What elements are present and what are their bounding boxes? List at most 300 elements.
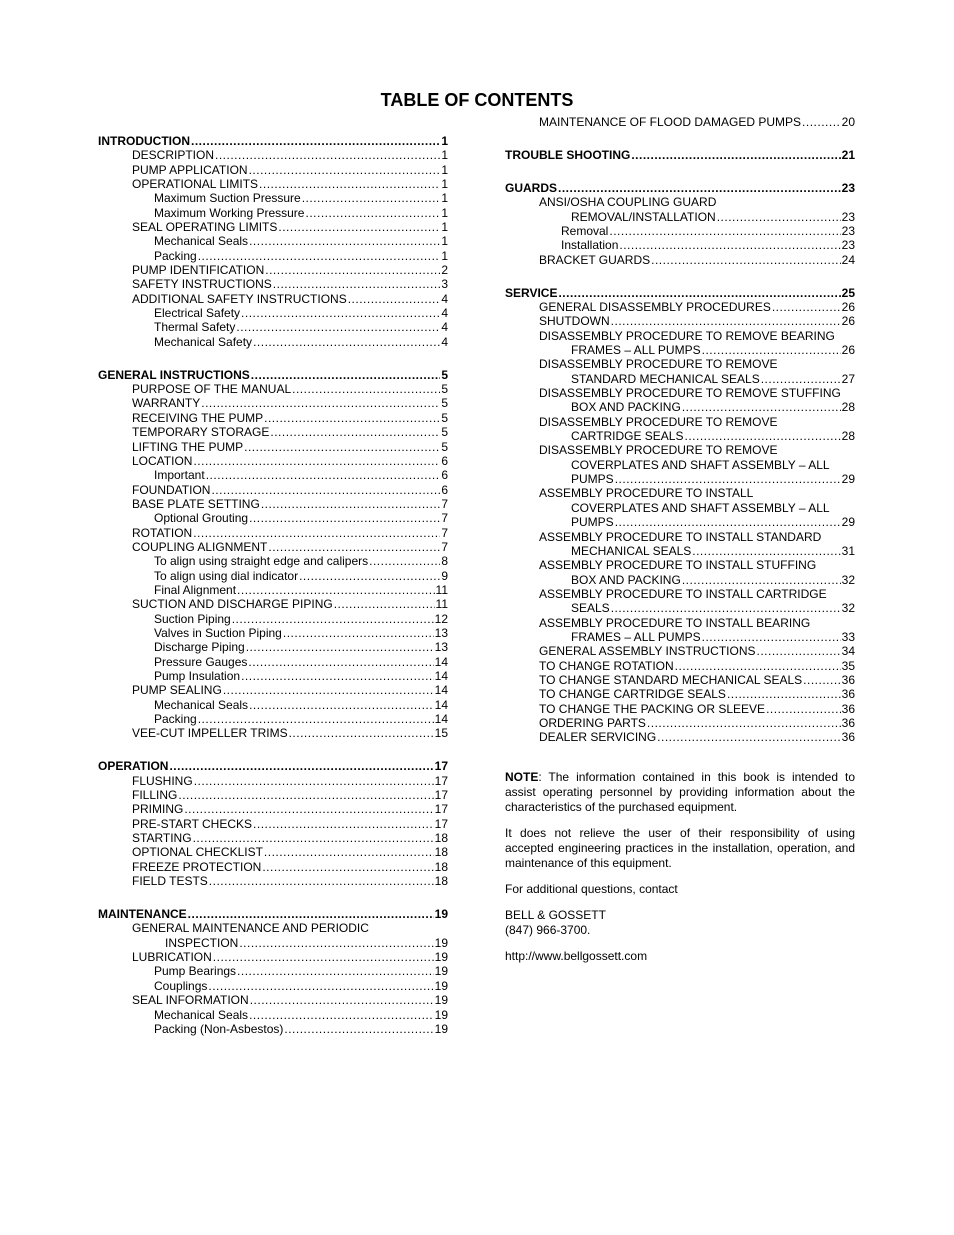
toc-entry-title: PUMP SEALING [132, 683, 222, 698]
toc-entry[interactable] [98, 612, 448, 626]
toc-entry-title: Mechanical Seals [154, 1007, 249, 1022]
toc-entry[interactable] [505, 429, 855, 443]
toc-page-number: 5 [441, 425, 448, 440]
toc-entry-title: Mechanical Seals [154, 697, 249, 712]
toc-entry-title: REMOVAL/INSTALLATION [571, 209, 716, 224]
toc-entry[interactable] [505, 458, 855, 472]
toc-entry[interactable] [505, 415, 855, 429]
toc-dot-leader [239, 936, 433, 950]
toc-dot-leader [249, 698, 434, 712]
toc-page-number: 19 [434, 993, 448, 1008]
toc-dot-leader [264, 411, 440, 425]
toc-entry-title: LUBRICATION [132, 950, 212, 965]
toc-dot-leader [631, 148, 840, 162]
toc-page-number: 26 [841, 300, 855, 315]
toc-page-number: 5 [441, 410, 448, 425]
toc-entry[interactable] [98, 655, 448, 669]
toc-entry-title: Final Alignment [154, 582, 237, 597]
toc-dot-leader [259, 177, 440, 191]
toc-entry[interactable] [98, 277, 448, 291]
toc-entry[interactable] [98, 921, 448, 935]
toc-entry[interactable] [505, 687, 855, 701]
toc-entry-title: To align using straight edge and calipers [154, 554, 369, 569]
toc-dot-leader [609, 224, 840, 238]
toc-entry[interactable] [505, 630, 855, 644]
toc-entry[interactable] [505, 530, 855, 544]
toc-entry-title: PUMP APPLICATION [132, 162, 248, 177]
toc-entry[interactable] [98, 597, 448, 611]
toc-entry-title: ASSEMBLY PROCEDURE TO INSTALL BEARING [539, 615, 811, 630]
toc-entry-title: OPERATION [98, 759, 169, 774]
toc-entry[interactable] [505, 558, 855, 572]
toc-entry-title: MAINTENANCE OF FLOOD DAMAGED PUMPS [539, 115, 802, 129]
toc-entry[interactable] [505, 253, 855, 267]
toc-page-number: 4 [441, 320, 448, 335]
toc-page-number: 23 [841, 224, 855, 238]
toc-entry[interactable] [98, 1022, 448, 1036]
toc-entry-title: Mechanical Seals [154, 234, 249, 249]
toc-entry-title: OPTIONAL CHECKLIST [132, 845, 263, 860]
toc-entry-title: FILLING [132, 788, 178, 803]
toc-entry-title: FRAMES – ALL PUMPS [571, 629, 701, 644]
toc-page-number: 14 [434, 712, 448, 727]
toc-entry-title: SHUTDOWN [539, 314, 610, 329]
toc-entry[interactable] [505, 673, 855, 687]
toc-page-number: 27 [841, 371, 855, 386]
toc-entry-title: COVERPLATES AND SHAFT ASSEMBLY – ALL [571, 457, 830, 472]
toc-page-number: 11 [435, 597, 448, 612]
toc-dot-leader [270, 425, 440, 439]
toc-page-number: 9 [441, 568, 448, 583]
toc-dot-leader [198, 712, 434, 726]
toc-dot-leader [223, 683, 434, 697]
toc-entry-title: Electrical Safety [154, 306, 241, 321]
toc-entry-title: PUMP IDENTIFICATION [132, 263, 265, 278]
toc-page-number: 19 [434, 964, 448, 979]
toc-page-number: 6 [441, 468, 448, 483]
toc-entry-title: Packing (Non-Asbestos) [154, 1021, 284, 1036]
section-gap [505, 162, 855, 181]
toc-dot-leader [241, 669, 434, 683]
toc-entry[interactable] [505, 329, 855, 343]
toc-dot-leader [193, 454, 440, 468]
toc-dot-leader [772, 300, 841, 314]
toc-dot-leader [253, 335, 440, 349]
toc-entry[interactable] [98, 1008, 448, 1022]
toc-entry-title: SAFETY INSTRUCTIONS [132, 277, 272, 292]
toc-dot-leader [727, 687, 841, 701]
toc-entry-title: TROUBLE SHOOTING [505, 147, 631, 162]
toc-entry[interactable] [505, 115, 855, 129]
contact-intro: For additional questions, contact [505, 882, 678, 896]
toc-entry[interactable] [505, 195, 855, 209]
toc-dot-leader [244, 440, 440, 454]
toc-dot-leader [302, 191, 441, 205]
toc-entry[interactable] [505, 343, 855, 357]
toc-page-number: 7 [441, 511, 448, 526]
toc-right-column [505, 115, 855, 745]
toc-dot-leader [249, 511, 440, 525]
toc-entry[interactable] [98, 411, 448, 425]
toc-entry[interactable] [98, 683, 448, 697]
toc-section-entry[interactable] [98, 759, 448, 773]
toc-entry-title: ADDITIONAL SAFETY INSTRUCTIONS [132, 291, 347, 306]
toc-entry-title: FIELD TESTS [132, 874, 208, 889]
toc-page-number: 4 [441, 306, 448, 321]
toc-entry-title: TEMPORARY STORAGE [132, 425, 270, 440]
toc-dot-leader [201, 396, 440, 410]
toc-entry[interactable] [98, 263, 448, 277]
toc-entry[interactable] [98, 583, 448, 597]
toc-entry[interactable] [98, 626, 448, 640]
toc-entry[interactable] [98, 640, 448, 654]
note-label: NOTE [505, 770, 539, 784]
toc-page-number: 17 [434, 816, 448, 831]
toc-entry[interactable] [98, 845, 448, 859]
toc-dot-leader [761, 372, 841, 386]
toc-dot-leader [369, 554, 440, 568]
toc-entry[interactable] [98, 425, 448, 439]
toc-entry[interactable] [505, 573, 855, 587]
toc-entry-title: Packing [154, 248, 197, 263]
toc-page-number: 7 [441, 525, 448, 540]
toc-page-number: 3 [441, 277, 448, 292]
toc-entry-title: SERVICE [505, 285, 558, 300]
toc-entry-title: GENERAL INSTRUCTIONS [98, 367, 250, 382]
toc-entry[interactable] [98, 191, 448, 205]
toc-entry[interactable] [505, 300, 855, 314]
toc-page-number: 13 [434, 640, 448, 655]
toc-entry[interactable] [505, 716, 855, 730]
toc-dot-leader [283, 626, 434, 640]
toc-entry[interactable] [98, 335, 448, 349]
toc-entry-title: SEALS [571, 601, 610, 616]
toc-entry-title: ASSEMBLY PROCEDURE TO INSTALL CARTRIDGE [539, 586, 827, 601]
toc-dot-leader [198, 249, 441, 263]
toc-entry[interactable] [98, 292, 448, 306]
toc-entry-title: BOX AND PACKING [571, 400, 681, 415]
toc-entry-title: ORDERING PARTS [539, 715, 646, 730]
toc-dot-leader [702, 343, 841, 357]
toc-page-number: 31 [841, 543, 855, 558]
toc-entry[interactable] [505, 472, 855, 486]
toc-dot-leader [248, 655, 433, 669]
toc-page-number: 15 [434, 726, 448, 741]
toc-entry-title: DEALER SERVICING [539, 730, 657, 745]
toc-entry[interactable] [98, 234, 448, 248]
toc-entry[interactable] [98, 950, 448, 964]
toc-dot-leader [299, 569, 440, 583]
toc-entry[interactable] [505, 515, 855, 529]
toc-entry-title: BRACKET GUARDS [539, 252, 651, 267]
toc-entry[interactable] [505, 386, 855, 400]
toc-page-number: 29 [841, 515, 855, 530]
toc-entry-title: LIFTING THE PUMP [132, 439, 244, 454]
toc-entry-title: TO CHANGE CARTRIDGE SEALS [539, 687, 726, 702]
toc-entry-title: PURPOSE OF THE MANUAL [132, 382, 292, 397]
toc-entry-title: FOUNDATION [132, 482, 211, 497]
responsibility-paragraph: It does not relieve the user of their responsibility of using accepted engineering practices in the installation, operation, and maintenance of this equipment. [505, 826, 855, 870]
toc-entry[interactable] [505, 659, 855, 673]
toc-dot-leader [647, 716, 841, 730]
toc-page-number: 14 [434, 669, 448, 684]
toc-dot-leader [692, 544, 840, 558]
toc-section-entry[interactable] [505, 148, 855, 162]
toc-page-number: 20 [841, 115, 855, 129]
toc-entry-title: PRIMING [132, 802, 184, 817]
toc-entry-title: ANSI/OSHA COUPLING GUARD [539, 195, 717, 210]
toc-entry[interactable] [98, 788, 448, 802]
toc-page-number: 1 [441, 177, 448, 192]
note-paragraph [505, 770, 855, 815]
toc-entry[interactable] [505, 601, 855, 615]
toc-dot-leader [268, 540, 440, 554]
toc-entry[interactable] [98, 163, 448, 177]
toc-entry[interactable] [505, 357, 855, 371]
toc-entry-title: PUMPS [571, 472, 614, 487]
toc-entry[interactable] [505, 372, 855, 386]
toc-dot-leader [208, 979, 433, 993]
toc-page-number: 18 [434, 845, 448, 860]
toc-dot-leader [682, 573, 841, 587]
toc-entry-title: MAINTENANCE [98, 907, 187, 922]
toc-page-number: 18 [434, 874, 448, 889]
toc-page-number: 19 [434, 1007, 448, 1022]
toc-dot-leader [251, 368, 441, 382]
toc-entry-title: RECEIVING THE PUMP [132, 410, 264, 425]
toc-entry[interactable] [98, 148, 448, 162]
toc-page-number: 14 [434, 683, 448, 698]
toc-dot-leader [188, 907, 434, 921]
toc-entry[interactable] [98, 726, 448, 740]
toc-entry[interactable] [98, 860, 448, 874]
toc-page-number: 19 [434, 935, 448, 950]
toc-entry-title: STARTING [132, 831, 192, 846]
toc-dot-leader [802, 115, 841, 129]
toc-entry[interactable] [98, 511, 448, 525]
toc-entry[interactable] [505, 443, 855, 457]
toc-page-number: 18 [434, 831, 448, 846]
toc-page-number: 17 [434, 773, 448, 788]
toc-page-number: 5 [441, 396, 448, 411]
toc-entry-title: INTRODUCTION [98, 134, 190, 148]
toc-entry[interactable] [98, 817, 448, 831]
section-gap [98, 741, 448, 760]
toc-entry[interactable] [98, 979, 448, 993]
toc-entry[interactable] [98, 831, 448, 845]
toc-entry[interactable] [98, 993, 448, 1007]
toc-page-number: 1 [441, 191, 448, 206]
toc-entry[interactable] [98, 249, 448, 263]
toc-entry[interactable] [98, 454, 448, 468]
toc-entry[interactable] [505, 224, 855, 238]
toc-entry-title: Optional Grouting [154, 511, 249, 526]
toc-entry[interactable] [505, 486, 855, 500]
toc-entry[interactable] [98, 526, 448, 540]
toc-entry[interactable] [98, 712, 448, 726]
toc-entry[interactable] [505, 587, 855, 601]
toc-page-number: 19 [434, 1021, 448, 1036]
toc-dot-leader [178, 788, 433, 802]
toc-page-number: 1 [441, 162, 448, 177]
toc-dot-leader [250, 993, 434, 1007]
toc-page-number: 36 [841, 687, 855, 702]
toc-entry[interactable] [98, 554, 448, 568]
toc-entry-title: Thermal Safety [154, 320, 236, 335]
toc-entry[interactable] [505, 210, 855, 224]
toc-left-column [98, 134, 448, 1036]
toc-page-number: 7 [441, 496, 448, 511]
toc-page-number: 1 [441, 205, 448, 220]
toc-entry[interactable] [98, 874, 448, 888]
toc-page-number: 23 [841, 238, 855, 253]
toc-entry[interactable] [98, 382, 448, 396]
toc-entry-title: DISASSEMBLY PROCEDURE TO REMOVE [539, 414, 778, 429]
toc-dot-leader [264, 845, 434, 859]
toc-entry-title: Installation [561, 238, 619, 253]
toc-entry[interactable] [98, 540, 448, 554]
toc-entry-title: Mechanical Safety [154, 334, 253, 349]
contact-block [505, 908, 855, 938]
toc-entry-title: To align using dial indicator [154, 568, 299, 583]
toc-page-number: 14 [434, 697, 448, 712]
toc-entry-title: OPERATIONAL LIMITS [132, 177, 259, 192]
toc-entry[interactable] [505, 644, 855, 658]
toc-dot-leader [757, 644, 841, 658]
toc-entry[interactable] [98, 774, 448, 788]
toc-entry[interactable] [505, 501, 855, 515]
toc-dot-leader [236, 320, 440, 334]
toc-dot-leader [619, 238, 840, 252]
toc-page-number: 17 [434, 759, 448, 774]
toc-dot-leader [262, 860, 433, 874]
note-text: : The information contained in this book is intended to assist operating personnel by providing information about the characteristics of the purchased equipment. [505, 770, 855, 814]
toc-section-entry[interactable] [505, 286, 855, 300]
toc-entry[interactable] [98, 802, 448, 816]
toc-page-number: 1 [441, 134, 448, 148]
toc-entry[interactable] [98, 468, 448, 482]
toc-entry[interactable] [98, 936, 448, 950]
toc-dot-leader [241, 306, 440, 320]
toc-section-entry[interactable] [98, 368, 448, 382]
toc-dot-leader [702, 630, 841, 644]
toc-page-number: 17 [434, 802, 448, 817]
toc-dot-leader [184, 802, 433, 816]
toc-page-number: 14 [434, 654, 448, 669]
toc-dot-leader [611, 601, 841, 615]
toc-entry-title: Maximum Working Pressure [154, 205, 305, 220]
toc-page-number: 34 [841, 644, 855, 659]
toc-dot-leader [717, 210, 841, 224]
toc-entry[interactable] [505, 238, 855, 252]
toc-section-entry[interactable] [505, 181, 855, 195]
toc-entry[interactable] [505, 314, 855, 328]
toc-entry-title: ASSEMBLY PROCEDURE TO INSTALL STANDARD [539, 529, 822, 544]
toc-page-number: 32 [841, 601, 855, 616]
toc-entry-title: SEAL OPERATING LIMITS [132, 220, 278, 235]
toc-dot-leader [249, 1008, 434, 1022]
toc-entry[interactable] [505, 400, 855, 414]
toc-entry[interactable] [98, 306, 448, 320]
toc-dot-leader [232, 612, 434, 626]
toc-page-number: 29 [841, 472, 855, 487]
toc-page-number: 5 [441, 367, 448, 382]
toc-entry-title: DISASSEMBLY PROCEDURE TO REMOVE STUFFING [539, 386, 841, 401]
toc-entry[interactable] [505, 730, 855, 744]
toc-dot-leader [558, 181, 841, 195]
notes-section [505, 770, 855, 975]
toc-entry-title: Discharge Piping [154, 640, 245, 655]
toc-dot-leader [209, 874, 434, 888]
toc-entry[interactable] [98, 440, 448, 454]
toc-dot-leader [246, 640, 434, 654]
toc-entry[interactable] [98, 497, 448, 511]
toc-dot-leader [289, 726, 434, 740]
page-title: TABLE OF CONTENTS [380, 90, 574, 110]
toc-section-entry[interactable] [98, 134, 448, 148]
toc-dot-leader [611, 314, 841, 328]
toc-entry-title: ROTATION [132, 525, 193, 540]
toc-page-number: 1 [441, 234, 448, 249]
toc-dot-leader [682, 400, 841, 414]
toc-entry[interactable] [98, 669, 448, 683]
toc-page-number: 19 [434, 907, 448, 922]
toc-entry-title: Maximum Suction Pressure [154, 191, 301, 206]
toc-dot-leader [284, 1022, 433, 1036]
toc-entry[interactable] [98, 320, 448, 334]
toc-entry[interactable] [505, 544, 855, 558]
toc-dot-leader [206, 468, 441, 482]
toc-page-number: 26 [841, 314, 855, 329]
toc-entry[interactable] [98, 964, 448, 978]
toc-dot-leader [615, 515, 841, 529]
toc-page-number: 18 [434, 859, 448, 874]
toc-entry[interactable] [98, 396, 448, 410]
toc-entry-title: COVERPLATES AND SHAFT ASSEMBLY – ALL [571, 500, 830, 515]
toc-entry-title: TO CHANGE THE PACKING OR SLEEVE [539, 701, 766, 716]
toc-entry[interactable] [98, 483, 448, 497]
toc-dot-leader [278, 220, 440, 234]
toc-section-entry[interactable] [98, 907, 448, 921]
toc-entry[interactable] [505, 616, 855, 630]
toc-entry[interactable] [505, 702, 855, 716]
toc-entry[interactable] [98, 569, 448, 583]
toc-entry[interactable] [98, 220, 448, 234]
section-gap [98, 349, 448, 368]
toc-entry[interactable] [98, 698, 448, 712]
toc-entry[interactable] [98, 206, 448, 220]
toc-page-number: 4 [441, 334, 448, 349]
toc-dot-leader [249, 234, 440, 248]
toc-dot-leader [211, 483, 440, 497]
toc-dot-leader [305, 206, 440, 220]
website-link[interactable]: http://www.bellgossett.com [505, 949, 648, 963]
toc-dot-leader [237, 583, 434, 597]
toc-page-number: 7 [441, 539, 448, 554]
toc-page-number: 1 [441, 220, 448, 235]
toc-page-number: 23 [841, 180, 855, 195]
toc-entry-title: SEAL INFORMATION [132, 993, 249, 1008]
toc-entry-title: ASSEMBLY PROCEDURE TO INSTALL STUFFING [539, 558, 817, 573]
toc-entry-title: DISASSEMBLY PROCEDURE TO REMOVE [539, 443, 778, 458]
toc-page-number: 28 [841, 400, 855, 415]
toc-entry-title: TO CHANGE STANDARD MECHANICAL SEALS [539, 672, 803, 687]
toc-dot-leader [261, 497, 441, 511]
toc-page-number: 28 [841, 429, 855, 444]
toc-page-number: 36 [841, 672, 855, 687]
toc-entry[interactable] [98, 177, 448, 191]
toc-page-number: 24 [841, 252, 855, 267]
